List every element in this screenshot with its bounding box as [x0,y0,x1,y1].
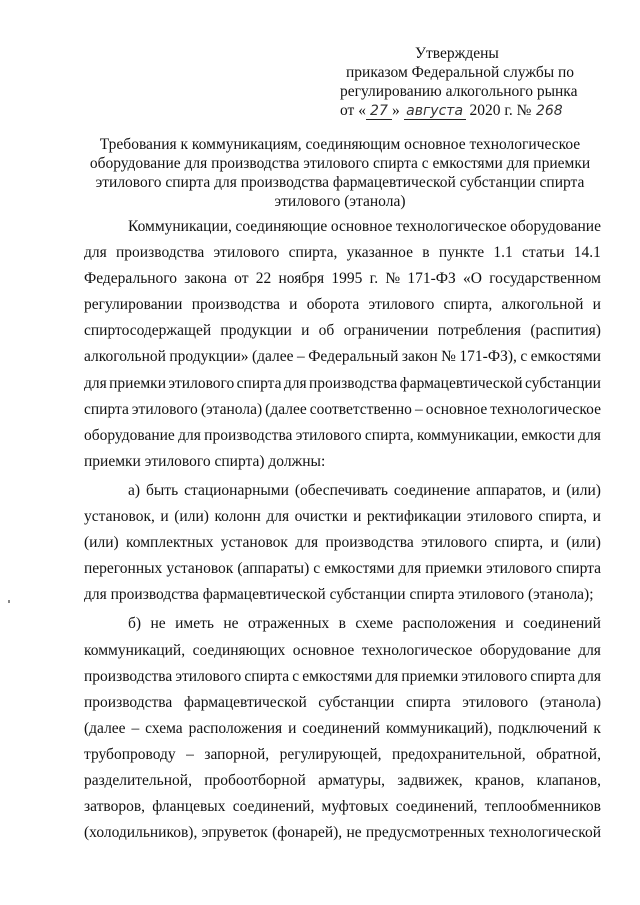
paragraph-line: приемки этилового спирта) должны: [84,452,326,470]
document-body [84,214,601,846]
paragraph-line: разделительной, пробоотборной арматуры, задвижек, кранов, клапанов, [84,771,601,789]
paragraph-line: спиртосодержащей продукции и об ограничении потребления (распития) [84,322,601,340]
paragraph-line: б) не иметь не отраженных в схеме расположения и соединений [128,615,601,633]
date-year-number-label: 2020 г. № [469,102,532,119]
paragraph-line: для производства фармацевтической субстанции спирта этилового (этанола); [84,586,594,604]
paragraph-line: (далее – схема расположения и соединений коммуникаций), подключений к [84,719,601,737]
approval-line-order: приказом Федеральной службы по [346,64,575,81]
handwritten-day: 27 [366,104,392,120]
paragraph-line: (холодильников), эпруветок (фонарей), не предусмотренных технологической [84,824,601,842]
paragraph-line: перегонных установок (аппараты) с емкостями для приемки этилового спирта [84,560,601,578]
paragraph [84,214,601,475]
document-title [82,135,598,211]
paragraph-line: оборудование для производства этилового спирта, коммуникации, емкости для [84,426,601,444]
handwritten-doc-number: 268 [535,103,563,119]
paragraph-line: для производства этилового спирта, указанное в пункте 1.1 статьи 14.1 [84,244,601,262]
paragraph-line: спирта этилового (этанола) (далее соответственно – основное технологическое [84,400,601,418]
handwritten-month: августа [404,104,466,120]
paragraph-line: Коммуникации, соединяющие основное технологическое оборудование [128,218,601,235]
approval-line-agency: регулированию алкогольного рынка [340,83,578,100]
paragraph-line: (или) комплектных установок для производства этилового спирта, и (или) [84,534,601,552]
paragraph-line: установок, и (или) колонн для очистки и ректификации этилового спирта, и [84,508,601,526]
paragraph [84,611,601,846]
title-line: оборудование для производства этилового спирта с емкостями для приемки [89,155,591,172]
date-mid: » [391,102,400,119]
title-line: Требования к коммуникациям, соединяющим основное технологическое [99,136,581,153]
paragraph-line: а) быть стационарными (обеспечивать соединение аппаратов, и (или) [128,481,601,499]
paragraph-line: коммуникаций, соединяющих основное технологическое оборудование для [84,641,601,659]
paragraph-line: производства этилового спирта с емкостями для приемки этилового спирта для [84,667,601,685]
date-prefix: от « [340,102,366,119]
paragraph-line: регулировании производства и оборота этилового спирта, алкогольной и [84,296,601,314]
margin-mark [8,600,10,603]
paragraph-line: трубопроводу – запорной, регулирующей, предохранительной, обратной, [84,745,601,763]
approval-block [340,44,600,120]
approval-date-line [340,101,600,120]
paragraph-line: алкогольной продукции» (далее – Федеральный закон № 171-ФЗ), с емкостями [84,348,601,366]
paragraph-line: затворов, фланцевых соединений, муфтовых соединений, теплообменников [84,798,601,816]
paragraph-line: для приемки этилового спирта для производства фармацевтической субстанции [84,374,601,392]
title-line: этилового (этанола) [274,193,406,210]
paragraph-line: производства фармацевтической субстанции спирта этилового (этанола) [84,693,601,711]
title-line: этилового спирта для производства фармацевтической субстанции спирта [95,174,585,191]
paragraph-line: Федерального закона от 22 ноября 1995 г. № 171-ФЗ «О государственном [84,270,601,288]
paragraph [84,478,601,608]
approval-heading: Утверждены [415,45,499,62]
